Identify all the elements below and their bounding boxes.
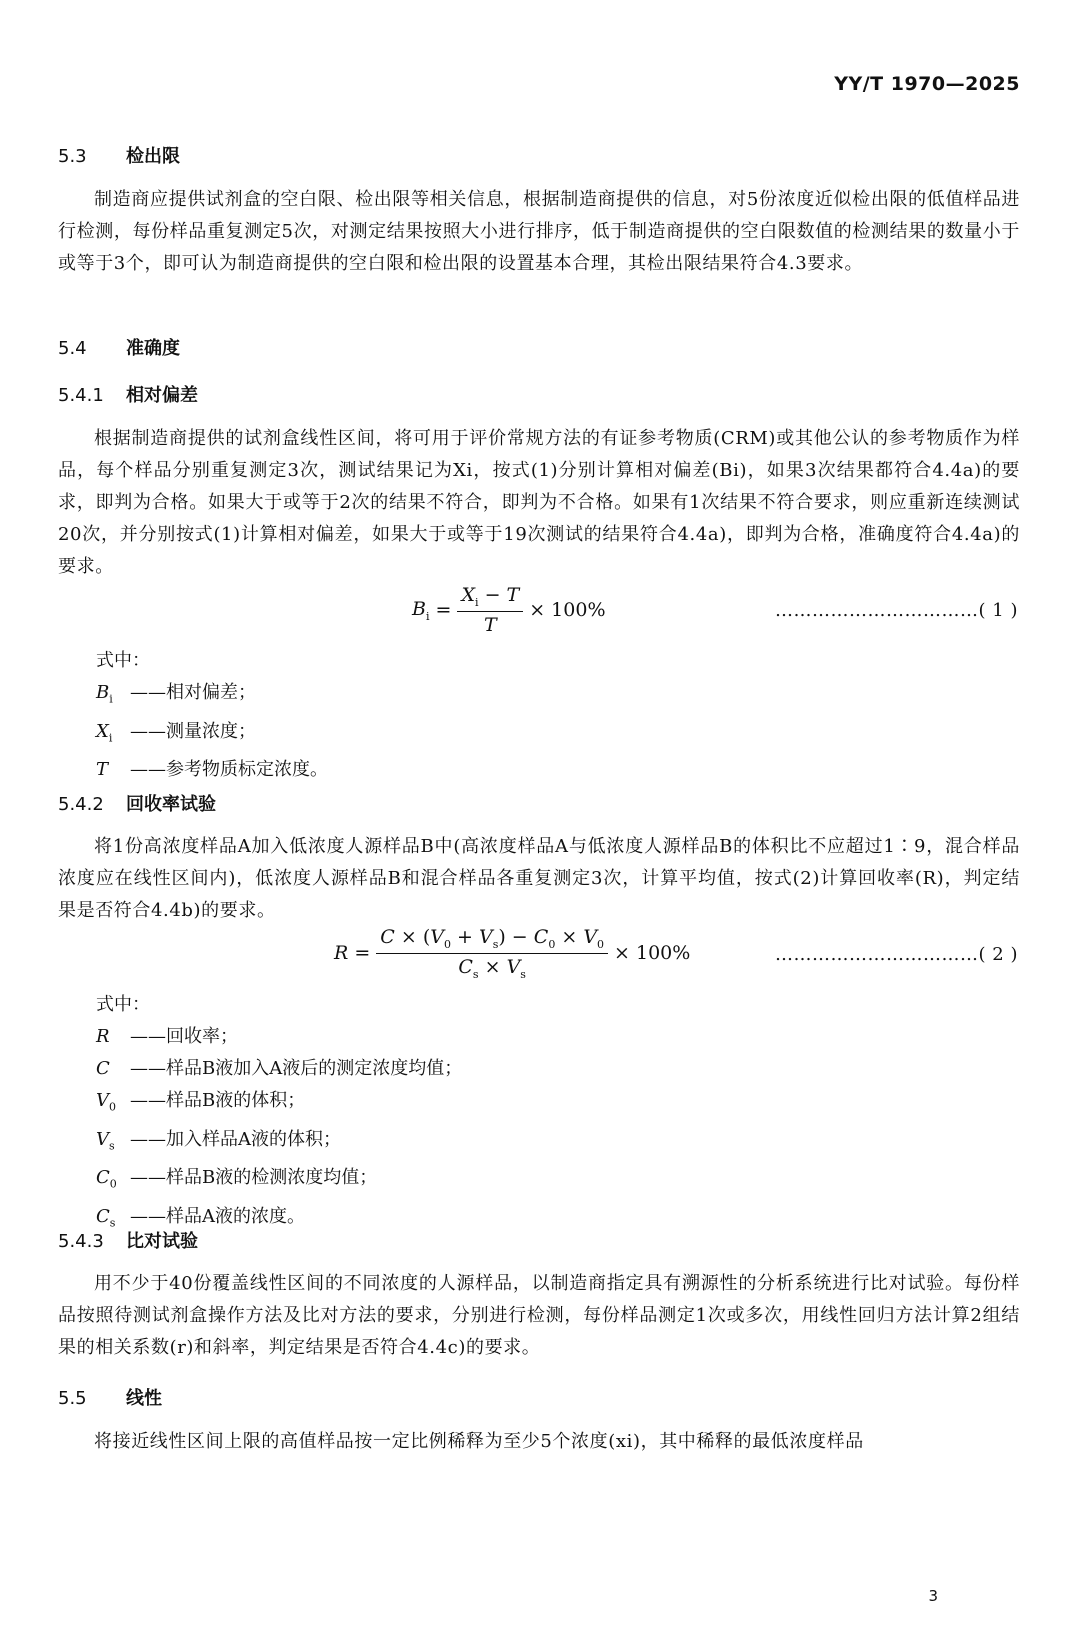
section-5-3-text: 制造商应提供试剂盒的空白限、检出限等相关信息，根据制造商提供的信息，对5份浓度近似检出限的低值样品进行检测，每份样品重复测定5次，对测定结果按照大小进行排序，低于制造商提供的空白限数值的检测结果的数量小于或等于3个，即可认为制造商提供的空白限和检出限的设置基本合理，其检出限结果符合4.3要求。 <box>58 189 1020 274</box>
section-5-4-1-heading <box>58 381 198 407</box>
symbol: R <box>96 1026 110 1047</box>
definition-text: ——回收率； <box>130 1026 238 1047</box>
definition-row <box>96 1053 462 1085</box>
definition-row <box>96 754 328 786</box>
standard-code: YY/T 1970—2025 <box>834 73 1020 95</box>
section-title: 相对偏差 <box>126 385 198 406</box>
equation-number-1: ……………………………( 1 ) <box>775 600 1018 621</box>
formula-1-definitions <box>96 645 328 786</box>
section-number: 5.5 <box>58 1388 87 1409</box>
symbol: $X_i$ <box>96 720 113 745</box>
definition-text: ——样品B液加入A液后的测定浓度均值； <box>130 1058 463 1079</box>
section-5-4-2-text: 将1份高浓度样品A加入低浓度人源样品B中(高浓度样品A与低浓度人源样品B的体积比不应超过1∶9，混合样品浓度应在线性区间内)，低浓度人源样品B和混合样品各重复测定3次，计算平均值，按式(2)计算回收率(R)，判定结果是否符合4.4b)的要求。 <box>58 836 1020 921</box>
definition-row <box>96 716 328 755</box>
where-label: 式中： <box>96 994 150 1015</box>
definition-text: ——测量浓度； <box>130 720 256 742</box>
section-number: 5.4 <box>58 338 87 359</box>
section-title: 线性 <box>126 1388 162 1409</box>
definition-row <box>96 1021 462 1053</box>
definition-text: ——样品B液的检测浓度均值； <box>130 1167 378 1189</box>
definition-row <box>96 1124 462 1163</box>
definition-text: ——参考物质标定浓度。 <box>130 759 328 781</box>
section-5-4-3-heading <box>58 1227 198 1253</box>
section-5-4-2-heading <box>58 790 216 816</box>
section-5-3-heading <box>58 142 180 168</box>
section-number: 5.4.1 <box>58 385 104 406</box>
symbol: $C_s$ <box>96 1205 116 1230</box>
symbol: $V_s$ <box>96 1128 115 1153</box>
symbol: $B_i$ <box>96 682 113 706</box>
formula-2: R = $\frac{C \times (V_0 + V_s) - C_0 \times V_0}{C_s \times V_s}$ × 100% <box>334 926 691 981</box>
symbol: $C_0$ <box>96 1167 117 1191</box>
definition-row <box>96 1162 462 1201</box>
section-title: 检出限 <box>126 146 180 167</box>
section-title: 回收率试验 <box>126 794 216 815</box>
symbol: T <box>96 759 109 781</box>
section-number: 5.3 <box>58 146 87 167</box>
definition-text: ——加入样品A液的体积； <box>130 1128 341 1150</box>
equation-number-2: ……………………………( 2 ) <box>775 944 1018 965</box>
section-5-5-heading <box>58 1384 162 1410</box>
formula-2-definitions <box>96 989 462 1239</box>
section-title: 比对试验 <box>126 1231 198 1252</box>
formula-1: $B_i$ = $\frac{X_i - T}{T}$ × 100% <box>412 584 606 636</box>
definition-row <box>96 1085 462 1124</box>
section-5-4-3-text: 用不少于40份覆盖线性区间的不同浓度的人源样品，以制造商指定具有溯源性的分析系统进行比对试验。每份样品按照待测试剂盒操作方法及比对方法的要求，分别进行检测，每份样品测定1次或多次，用线性回归方法计算2组结果的相关系数(r)和斜率，判定结果是否符合4.4c)的要求。 <box>58 1273 1020 1358</box>
section-number: 5.4.3 <box>58 1231 104 1252</box>
section-number: 5.4.2 <box>58 794 104 815</box>
definition-text: ——样品A液的浓度。 <box>130 1205 305 1227</box>
section-5-4-1-text: 根据制造商提供的试剂盒线性区间，将可用于评价常规方法的有证参考物质(CRM)或其他公认的参考物质作为样品，每个样品分别重复测定3次，测试结果记为Xi，按式(1)分别计算相对偏差(Bi)，如果3次结果都符合4.4a)的要求，即判为合格。如果大于或等于2次的结果不符合，即判为不合格。如果有1次结果不符合要求，则应重新连续测试20次，并分别按式(1)计算相对偏差，如果大于或等于19次测试的结果符合4.4a)，即判为合格，准确度符合4.4a)的要求。 <box>58 428 1020 577</box>
section-5-5-text: 将接近线性区间上限的高值样品按一定比例稀释为至少5个浓度(xi)，其中稀释的最低浓度样品 <box>94 1431 864 1452</box>
page-number: 3 <box>928 1587 938 1605</box>
symbol: $V_0$ <box>96 1090 116 1114</box>
definition-text: ——样品B液的体积； <box>130 1090 306 1111</box>
where-label: 式中： <box>96 650 150 671</box>
definition-text: ——相对偏差； <box>130 682 256 703</box>
definition-row <box>96 677 328 716</box>
section-5-4-heading <box>58 334 180 360</box>
section-title: 准确度 <box>126 338 180 359</box>
symbol: C <box>96 1058 110 1079</box>
